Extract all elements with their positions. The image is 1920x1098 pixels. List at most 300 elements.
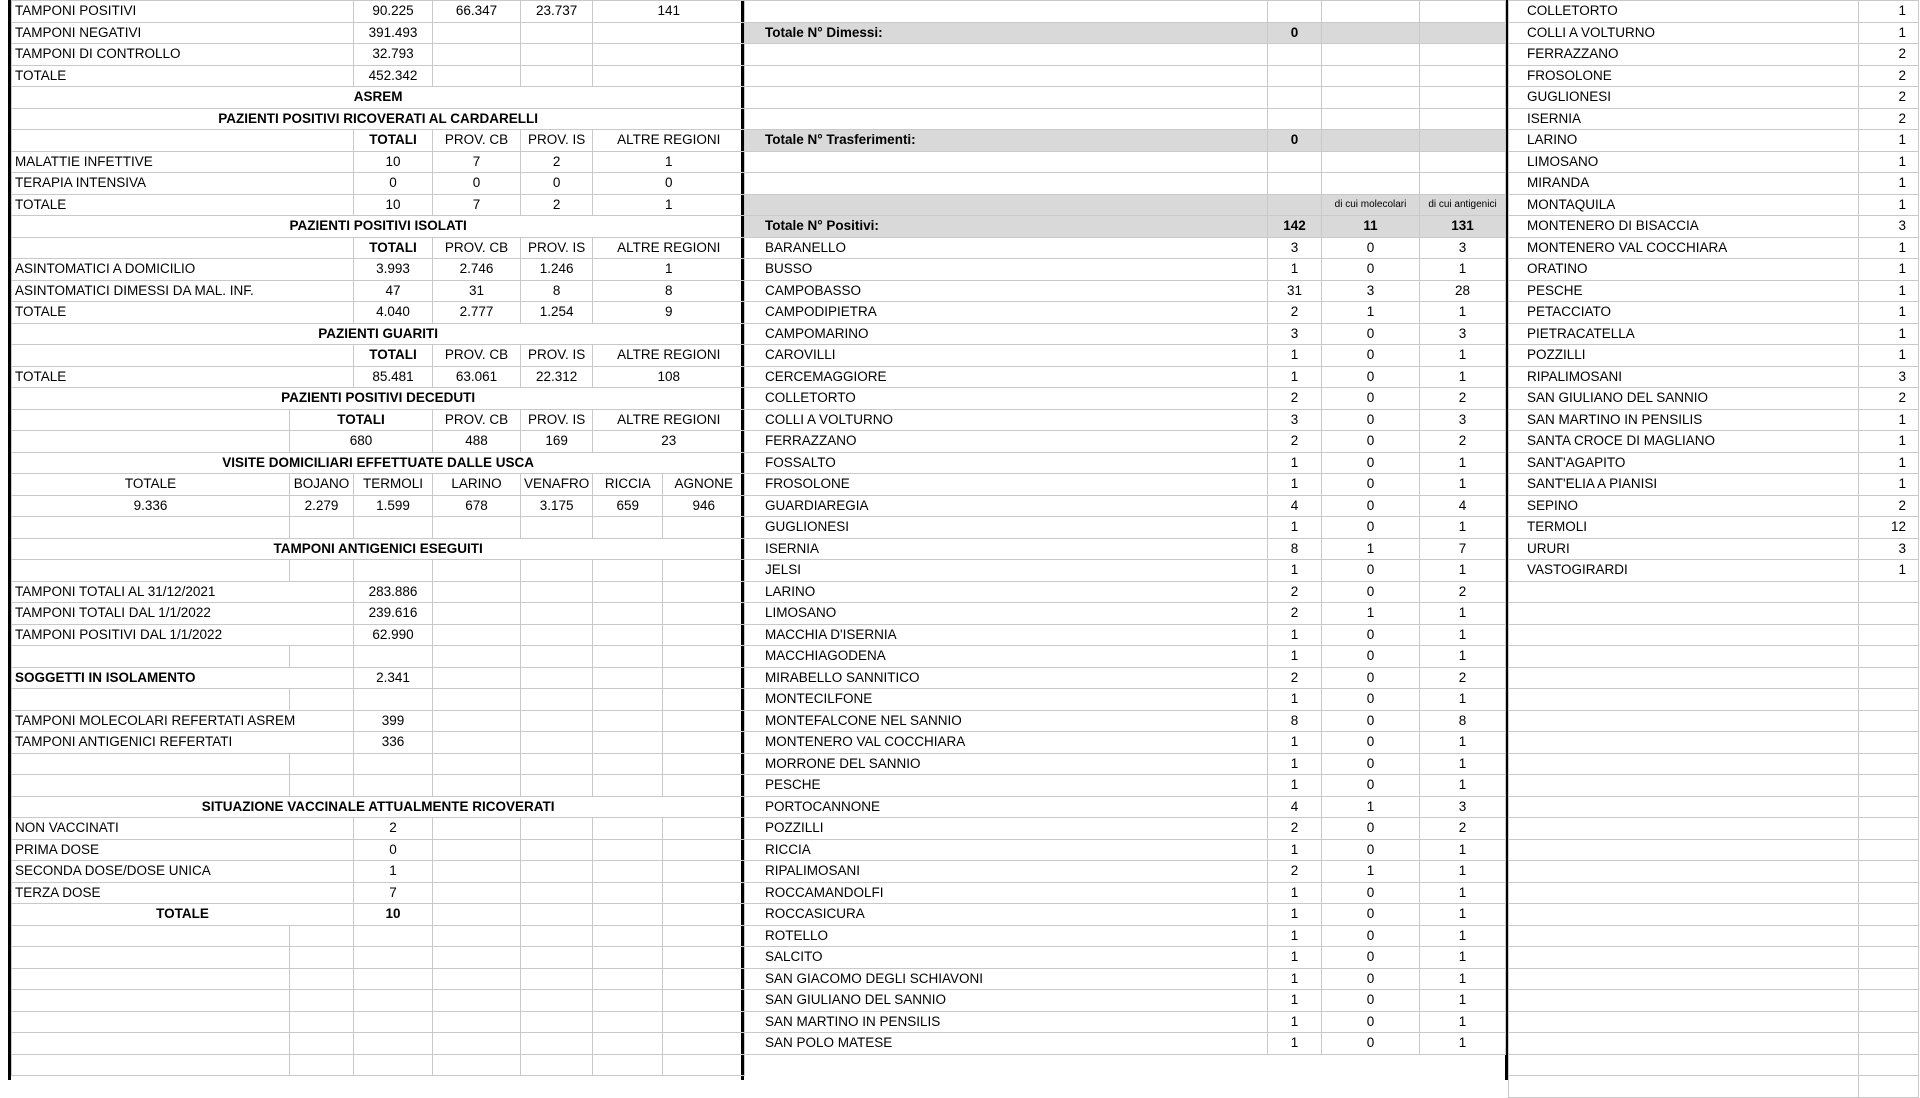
- table-row: [12, 44, 745, 66]
- comune-total: 1: [1268, 259, 1322, 281]
- section-title-row: [12, 323, 745, 345]
- comune-total: 1: [1268, 925, 1322, 947]
- comune-value: 3: [1859, 216, 1919, 238]
- comune-value: 1: [1859, 302, 1919, 324]
- comune-molecolari: 0: [1322, 753, 1420, 775]
- row-value: 239.616: [354, 603, 433, 625]
- comune-antigenici: 2: [1420, 581, 1506, 603]
- comune-name: MIRANDA: [1509, 173, 1859, 195]
- row-prov-is: 1.246: [521, 259, 593, 281]
- row-altre: [593, 44, 745, 66]
- comune-row: [745, 409, 1506, 431]
- row-altre: 141: [593, 1, 745, 23]
- comune-name: FERRAZZANO: [1509, 44, 1859, 66]
- row-prov-cb: 66.347: [433, 1, 521, 23]
- trasferimenti-row: [745, 130, 1506, 152]
- comune-name: FROSOLONE: [745, 474, 1268, 496]
- empty-row: [12, 646, 745, 668]
- comune-row: [745, 732, 1506, 754]
- table-row: [12, 431, 745, 453]
- table-row: [12, 882, 745, 904]
- section-title-row: [12, 108, 745, 130]
- header-prov-is: PROV. IS: [521, 409, 593, 431]
- usca-totale: 9.336: [12, 495, 290, 517]
- table-row: [12, 839, 745, 861]
- row-value: 283.886: [354, 581, 433, 603]
- empty-row: [1509, 1033, 1919, 1055]
- row-prov-is: [521, 65, 593, 87]
- comune-antigenici: 1: [1420, 259, 1506, 281]
- row-value: 7: [354, 882, 433, 904]
- row-label: TAMPONI POSITIVI DAL 1/1/2022: [12, 624, 354, 646]
- comune-value: 1: [1859, 1, 1919, 23]
- table-row: [12, 259, 745, 281]
- comune-antigenici: 7: [1420, 538, 1506, 560]
- comune-antigenici: 2: [1420, 388, 1506, 410]
- header-prov-is: PROV. IS: [521, 237, 593, 259]
- comune-antigenici: 3: [1420, 323, 1506, 345]
- header-prov-cb: PROV. CB: [433, 130, 521, 152]
- empty-row: [1509, 1054, 1919, 1076]
- comune-molecolari: 0: [1322, 775, 1420, 797]
- comune-name: SANT'ELIA A PIANISI: [1509, 474, 1859, 496]
- comune-name: ROCCAMANDOLFI: [745, 882, 1268, 904]
- row-altre: [593, 22, 745, 44]
- empty-row: [1509, 990, 1919, 1012]
- header-larino: LARINO: [433, 474, 521, 496]
- comune-antigenici: 1: [1420, 861, 1506, 883]
- comune-value: 1: [1859, 173, 1919, 195]
- comune-molecolari: 0: [1322, 409, 1420, 431]
- comune-row: [745, 431, 1506, 453]
- comune-total: 1: [1268, 689, 1322, 711]
- comune-name: SAN MARTINO IN PENSILIS: [1509, 409, 1859, 431]
- comune-total: 2: [1268, 603, 1322, 625]
- row-total: 90.225: [354, 1, 433, 23]
- empty-row: [12, 1011, 745, 1033]
- table-row: [12, 581, 745, 603]
- trasferimenti-label: Totale N° Trasferimenti:: [745, 130, 1268, 152]
- empty-row: [1509, 603, 1919, 625]
- comune-antigenici: 1: [1420, 603, 1506, 625]
- row-total: 680: [290, 431, 433, 453]
- comune-name: MONTAQUILA: [1509, 194, 1859, 216]
- comune-row: [745, 366, 1506, 388]
- table-row: [12, 194, 745, 216]
- comune-row: [745, 710, 1506, 732]
- row-altre: 1: [593, 151, 745, 173]
- comune-total: 4: [1268, 495, 1322, 517]
- comune-total: 1: [1268, 366, 1322, 388]
- comune-name: GUGLIONESI: [1509, 87, 1859, 109]
- comune-total: 2: [1268, 388, 1322, 410]
- comune-name: VASTOGIRARDI: [1509, 560, 1859, 582]
- comune-total: 4: [1268, 796, 1322, 818]
- usca-title: VISITE DOMICILIARI EFFETTUATE DALLE USCA: [12, 452, 745, 474]
- comune-value: 3: [1859, 538, 1919, 560]
- comune-total: 1: [1268, 753, 1322, 775]
- comune-row: [745, 517, 1506, 539]
- row-altre: 0: [593, 173, 745, 195]
- empty-row: [12, 925, 745, 947]
- row-label: TOTALE: [12, 194, 354, 216]
- comune-row: [1509, 259, 1919, 281]
- comune-row: [745, 538, 1506, 560]
- header-prov-cb: PROV. CB: [433, 237, 521, 259]
- row-prov-cb: 31: [433, 280, 521, 302]
- comune-total: 8: [1268, 538, 1322, 560]
- comune-total: 1: [1268, 904, 1322, 926]
- comune-row: [1509, 409, 1919, 431]
- comune-row: [745, 947, 1506, 969]
- row-prov-cb: 63.061: [433, 366, 521, 388]
- comune-row: [1509, 216, 1919, 238]
- comune-name: PETACCIATO: [1509, 302, 1859, 324]
- comune-row: [745, 689, 1506, 711]
- row-total: 4.040: [354, 302, 433, 324]
- comune-total: 2: [1268, 861, 1322, 883]
- comune-name: CAMPOBASSO: [745, 280, 1268, 302]
- comune-value: 2: [1859, 495, 1919, 517]
- comune-name: MONTEFALCONE NEL SANNIO: [745, 710, 1268, 732]
- header-totale: TOTALE: [12, 474, 290, 496]
- header-prov-is: PROV. IS: [521, 345, 593, 367]
- comune-row: [745, 1033, 1506, 1055]
- empty-row: [745, 44, 1506, 66]
- comune-total: 1: [1268, 452, 1322, 474]
- comune-row: [745, 882, 1506, 904]
- comune-molecolari: 0: [1322, 968, 1420, 990]
- row-label: TERZA DOSE: [12, 882, 354, 904]
- comune-value: 2: [1859, 44, 1919, 66]
- header-agnone: AGNONE: [663, 474, 745, 496]
- header-venafro: VENAFRO: [521, 474, 593, 496]
- row-prov-cb: [433, 22, 521, 44]
- positivi-label: Totale N° Positivi:: [745, 216, 1268, 238]
- comune-total: 1: [1268, 345, 1322, 367]
- comune-antigenici: 1: [1420, 345, 1506, 367]
- table-row: [12, 904, 745, 926]
- comune-name: MONTECILFONE: [745, 689, 1268, 711]
- comune-molecolari: 0: [1322, 732, 1420, 754]
- row-value: 1: [354, 861, 433, 883]
- comune-row: [745, 237, 1506, 259]
- empty-row: [1509, 624, 1919, 646]
- comune-total: 8: [1268, 710, 1322, 732]
- row-label: TOTALE: [12, 65, 354, 87]
- row-prov-is: 8: [521, 280, 593, 302]
- section-title-row: [12, 87, 745, 109]
- isolamento-value: 2.341: [354, 667, 433, 689]
- comune-row: [745, 796, 1506, 818]
- comune-molecolari: 0: [1322, 839, 1420, 861]
- comune-row: [745, 925, 1506, 947]
- row-prov-cb: [433, 65, 521, 87]
- comune-row: [745, 968, 1506, 990]
- usca-bojano: 2.279: [290, 495, 354, 517]
- comune-molecolari: 3: [1322, 280, 1420, 302]
- comune-total: 1: [1268, 560, 1322, 582]
- comune-row: [1509, 323, 1919, 345]
- row-total: 32.793: [354, 44, 433, 66]
- table-row: [12, 173, 745, 195]
- comune-molecolari: 0: [1322, 366, 1420, 388]
- empty-row: [1509, 839, 1919, 861]
- comune-value: 1: [1859, 409, 1919, 431]
- empty-row: [1509, 581, 1919, 603]
- comune-antigenici: 1: [1420, 775, 1506, 797]
- trasferimenti-value: 0: [1268, 130, 1322, 152]
- comune-name: URURI: [1509, 538, 1859, 560]
- usca-larino: 678: [433, 495, 521, 517]
- comune-name: CAROVILLI: [745, 345, 1268, 367]
- empty-row: [12, 775, 745, 797]
- comune-row: [1509, 474, 1919, 496]
- comune-name: MONTENERO VAL COCCHIARA: [1509, 237, 1859, 259]
- comune-antigenici: 1: [1420, 560, 1506, 582]
- comune-row: [745, 603, 1506, 625]
- row-value: 2: [354, 818, 433, 840]
- empty-row: [1509, 689, 1919, 711]
- comune-name: MACCHIA D'ISERNIA: [745, 624, 1268, 646]
- comune-molecolari: 0: [1322, 517, 1420, 539]
- section-title-row: [12, 452, 745, 474]
- table-row: [12, 818, 745, 840]
- header-totali: TOTALI: [354, 345, 433, 367]
- row-label: TAMPONI DI CONTROLLO: [12, 44, 354, 66]
- header-riccia: RICCIA: [593, 474, 663, 496]
- comune-total: 1: [1268, 474, 1322, 496]
- empty-row: [745, 1, 1506, 23]
- empty-row: [745, 65, 1506, 87]
- comune-total: 1: [1268, 624, 1322, 646]
- comune-antigenici: 3: [1420, 796, 1506, 818]
- empty-row: [1509, 775, 1919, 797]
- comune-value: 3: [1859, 366, 1919, 388]
- guariti-title: PAZIENTI GUARITI: [12, 323, 745, 345]
- comune-molecolari: 0: [1322, 581, 1420, 603]
- comune-total: 1: [1268, 882, 1322, 904]
- header-bojano: BOJANO: [290, 474, 354, 496]
- dimessi-label: Totale N° Dimessi:: [745, 22, 1268, 44]
- deceduti-title: PAZIENTI POSITIVI DECEDUTI: [12, 388, 745, 410]
- comune-molecolari: 0: [1322, 474, 1420, 496]
- table-header-row: [12, 474, 745, 496]
- comune-value: 2: [1859, 388, 1919, 410]
- comune-total: 3: [1268, 409, 1322, 431]
- comune-name: ROCCASICURA: [745, 904, 1268, 926]
- comune-value: 1: [1859, 194, 1919, 216]
- header-prov-cb: PROV. CB: [433, 345, 521, 367]
- row-label: TAMPONI TOTALI DAL 1/1/2022: [12, 603, 354, 625]
- row-prov-cb: 2.777: [433, 302, 521, 324]
- comune-molecolari: 0: [1322, 882, 1420, 904]
- comune-antigenici: 1: [1420, 753, 1506, 775]
- comune-molecolari: 1: [1322, 302, 1420, 324]
- comune-name: GUARDIAREGIA: [745, 495, 1268, 517]
- comune-value: 2: [1859, 108, 1919, 130]
- comune-row: [745, 775, 1506, 797]
- comune-row: [745, 474, 1506, 496]
- table-row: [12, 710, 745, 732]
- header-altre-regioni: ALTRE REGIONI: [593, 345, 745, 367]
- comune-name: SALCITO: [745, 947, 1268, 969]
- comune-name: SAN MARTINO IN PENSILIS: [745, 1011, 1268, 1033]
- usca-termoli: 1.599: [354, 495, 433, 517]
- comune-row: [745, 345, 1506, 367]
- comune-name: RICCIA: [745, 839, 1268, 861]
- empty-row: [12, 517, 745, 539]
- empty-row: [1509, 861, 1919, 883]
- row-prov-is: [521, 44, 593, 66]
- empty-row: [745, 87, 1506, 109]
- comune-value: 1: [1859, 345, 1919, 367]
- comune-value: 1: [1859, 237, 1919, 259]
- comune-name: RIPALIMOSANI: [1509, 366, 1859, 388]
- comune-molecolari: 0: [1322, 495, 1420, 517]
- comune-row: [1509, 65, 1919, 87]
- dimessi-value: 0: [1268, 22, 1322, 44]
- comune-molecolari: 1: [1322, 861, 1420, 883]
- comune-molecolari: 0: [1322, 1033, 1420, 1055]
- row-label: MALATTIE INFETTIVE: [12, 151, 354, 173]
- comune-total: 3: [1268, 237, 1322, 259]
- comune-row: [1509, 495, 1919, 517]
- row-total: 10: [354, 194, 433, 216]
- middle-panel: [744, 0, 1506, 1055]
- comune-name: SAN GIACOMO DEGLI SCHIAVONI: [745, 968, 1268, 990]
- left-panel: [11, 0, 745, 1076]
- comune-total: 1: [1268, 646, 1322, 668]
- usca-riccia: 659: [593, 495, 663, 517]
- row-prov-is: 1.254: [521, 302, 593, 324]
- table-row: [12, 366, 745, 388]
- comune-row: [1509, 108, 1919, 130]
- comune-row: [1509, 452, 1919, 474]
- comune-antigenici: 1: [1420, 990, 1506, 1012]
- comune-row: [745, 904, 1506, 926]
- comune-name: LARINO: [745, 581, 1268, 603]
- comune-antigenici: 1: [1420, 474, 1506, 496]
- vaccinale-total-label: TOTALE: [12, 904, 354, 926]
- comune-row: [745, 280, 1506, 302]
- comune-value: 12: [1859, 517, 1919, 539]
- table-row: [12, 732, 745, 754]
- comune-antigenici: 1: [1420, 925, 1506, 947]
- comune-name: PESCHE: [1509, 280, 1859, 302]
- row-total: 85.481: [354, 366, 433, 388]
- empty-row: [1509, 753, 1919, 775]
- comune-molecolari: 0: [1322, 237, 1420, 259]
- comune-row: [745, 323, 1506, 345]
- section-title-row: [12, 388, 745, 410]
- row-altre: 1: [593, 259, 745, 281]
- comune-row: [1509, 151, 1919, 173]
- table-header-row: [12, 409, 745, 431]
- empty-row: [1509, 710, 1919, 732]
- row-value: 399: [354, 710, 433, 732]
- comune-molecolari: 1: [1322, 538, 1420, 560]
- comune-name: FROSOLONE: [1509, 65, 1859, 87]
- comune-antigenici: 1: [1420, 366, 1506, 388]
- row-prov-is: 2: [521, 151, 593, 173]
- empty-row: [1509, 947, 1919, 969]
- comune-antigenici: 1: [1420, 732, 1506, 754]
- comune-antigenici: 1: [1420, 1011, 1506, 1033]
- comune-row: [745, 1011, 1506, 1033]
- row-prov-cb: 7: [433, 151, 521, 173]
- row-prov-is: 2: [521, 194, 593, 216]
- comune-name: ISERNIA: [745, 538, 1268, 560]
- comune-name: GUGLIONESI: [745, 517, 1268, 539]
- row-value: 62.990: [354, 624, 433, 646]
- comune-molecolari: 0: [1322, 689, 1420, 711]
- comune-total: 2: [1268, 302, 1322, 324]
- table-row: [12, 603, 745, 625]
- table-row: [12, 1, 745, 23]
- comune-value: 1: [1859, 259, 1919, 281]
- row-label: PRIMA DOSE: [12, 839, 354, 861]
- comune-molecolari: 0: [1322, 667, 1420, 689]
- comune-name: CAMPOMARINO: [745, 323, 1268, 345]
- row-prov-cb: 7: [433, 194, 521, 216]
- comune-name: LARINO: [1509, 130, 1859, 152]
- comune-row: [745, 667, 1506, 689]
- table-row: [12, 302, 745, 324]
- comune-antigenici: 2: [1420, 431, 1506, 453]
- row-label: TAMPONI ANTIGENICI REFERTATI: [12, 732, 354, 754]
- comune-antigenici: 1: [1420, 968, 1506, 990]
- isolamento-label: SOGGETTI IN ISOLAMENTO: [12, 667, 354, 689]
- row-label: TAMPONI TOTALI AL 31/12/2021: [12, 581, 354, 603]
- comune-antigenici: 1: [1420, 839, 1506, 861]
- comune-row: [1509, 173, 1919, 195]
- empty-row: [12, 753, 745, 775]
- comune-row: [1509, 280, 1919, 302]
- header-prov-is: PROV. IS: [521, 130, 593, 152]
- comune-molecolari: 0: [1322, 259, 1420, 281]
- table-row: [12, 624, 745, 646]
- comune-antigenici: 1: [1420, 947, 1506, 969]
- comuni-right-table: [1508, 0, 1919, 1098]
- empty-row: [745, 173, 1506, 195]
- comune-name: ISERNIA: [1509, 108, 1859, 130]
- comune-molecolari: 0: [1322, 452, 1420, 474]
- comune-value: 1: [1859, 560, 1919, 582]
- comune-row: [1509, 517, 1919, 539]
- comune-antigenici: 3: [1420, 237, 1506, 259]
- comune-total: 1: [1268, 732, 1322, 754]
- positivi-antigenici: 131: [1420, 216, 1506, 238]
- row-altre: 9: [593, 302, 745, 324]
- isolati-title: PAZIENTI POSITIVI ISOLATI: [12, 216, 745, 238]
- comune-value: 1: [1859, 22, 1919, 44]
- comune-molecolari: 0: [1322, 904, 1420, 926]
- section-title-row: [12, 538, 745, 560]
- row-label: ASINTOMATICI A DOMICILIO: [12, 259, 354, 281]
- comune-total: 1: [1268, 517, 1322, 539]
- comune-antigenici: 2: [1420, 818, 1506, 840]
- row-altre: [593, 65, 745, 87]
- comune-antigenici: 1: [1420, 302, 1506, 324]
- comune-name: POZZILLI: [745, 818, 1268, 840]
- table-row: [12, 151, 745, 173]
- empty-row: [1509, 968, 1919, 990]
- row-prov-is: 22.312: [521, 366, 593, 388]
- comune-row: [745, 259, 1506, 281]
- comune-name: SAN GIULIANO DEL SANNIO: [1509, 388, 1859, 410]
- right-panel: [1508, 0, 1919, 1098]
